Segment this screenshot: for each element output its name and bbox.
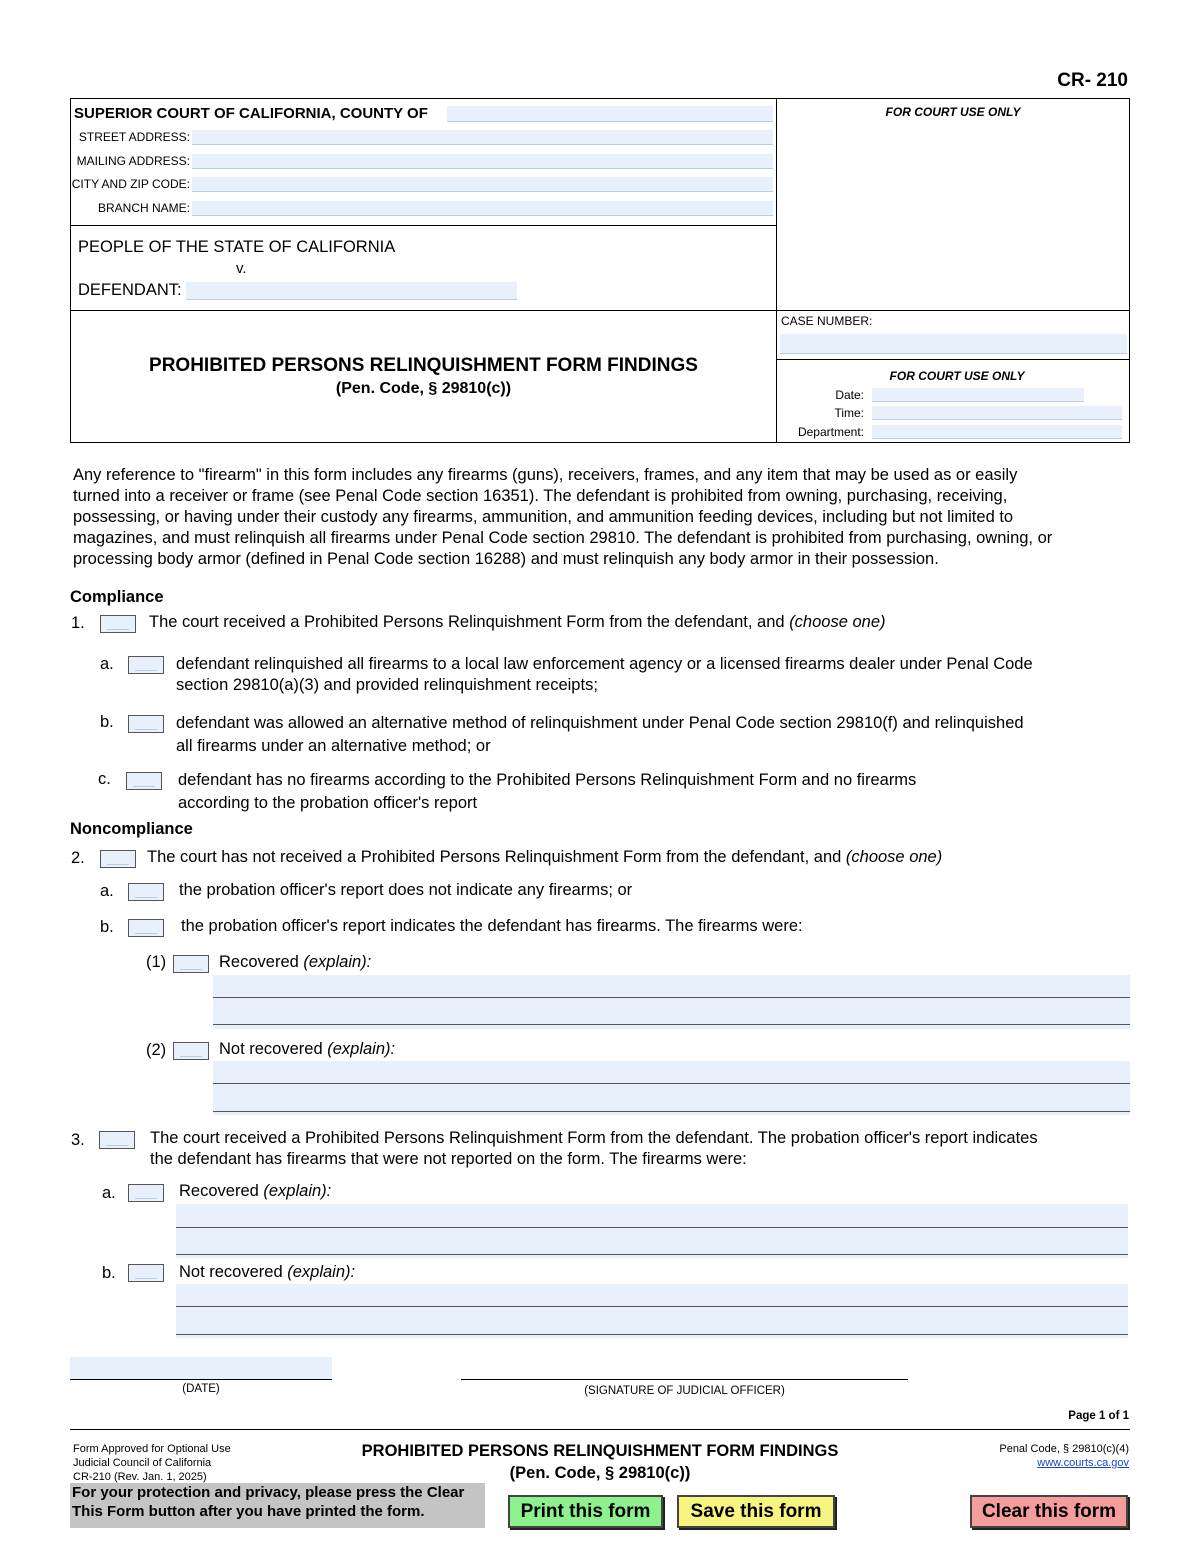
item3b-label: Not recovered	[179, 1263, 283, 1281]
item1c-letter: c.	[98, 770, 111, 788]
item1c-text	[178, 769, 916, 815]
explain-rule	[176, 1227, 1128, 1228]
intro-line: possessing, or having under their custody any firearms, ammunition, and ammunition feeding devices, including but not limited to	[73, 508, 1014, 526]
item2-text	[147, 847, 942, 868]
date-label: Date:	[835, 388, 864, 402]
privacy-line: For your protection and privacy, please press the Clear	[72, 1484, 465, 1501]
approval-line: CR-210 (Rev. Jan. 1, 2025)	[73, 1471, 207, 1483]
item2b2-text	[219, 1039, 395, 1060]
intro-line: magazines, and must relinquish all firearms under Penal Code section 29810. The defendant is prohibited from purchasing, owning, or	[73, 529, 1053, 547]
intro-line: Any reference to "firearm" in this form includes any firearms (guns), receivers, frames, and any item that may be used as or easily	[73, 466, 1018, 484]
signature-date-field[interactable]	[70, 1357, 332, 1379]
recovered-explain-field[interactable]	[213, 975, 1130, 1029]
explain-rule	[213, 1111, 1130, 1112]
item1c-line: according to the probation officer's report	[178, 794, 478, 812]
branch-field[interactable]	[192, 201, 773, 216]
item2b-letter: b.	[100, 918, 114, 936]
intro-line: turned into a receiver or frame (see Penal Code section 16351). The defendant is prohibited from owning, purchasing, receiving,	[73, 487, 1008, 505]
item2-choose: (choose one)	[845, 848, 943, 866]
item1b-line: defendant was allowed an alternative method of relinquishment under Penal Code section 29810(f) and relinquished	[176, 714, 1024, 732]
branch-label: BRANCH NAME:	[97, 201, 190, 215]
item3a-label: Recovered	[179, 1182, 259, 1200]
item1c-checkbox[interactable]	[126, 772, 162, 790]
item2b-text: the probation officer's report indicates the defendant has firearms. The firearms were:	[181, 917, 803, 935]
approval-line: Form Approved for Optional Use	[73, 1443, 231, 1455]
save-button[interactable]: Save this form	[677, 1495, 835, 1528]
hearing-date-field[interactable]	[872, 388, 1084, 402]
unreported-not-recovered-field[interactable]	[176, 1284, 1128, 1338]
item2b1-checkbox[interactable]	[173, 955, 209, 973]
clear-button[interactable]: Clear this form	[970, 1495, 1128, 1528]
explain-rule	[176, 1254, 1128, 1255]
court-use-label-2: FOR COURT USE ONLY	[889, 369, 1025, 383]
court-use-label: FOR COURT USE ONLY	[885, 105, 1021, 119]
explain-rule	[213, 1024, 1130, 1025]
privacy-notice	[70, 1483, 485, 1528]
approval-line: Judicial Council of California	[73, 1457, 212, 1469]
item2b1-label: Recovered	[219, 953, 299, 971]
department-field[interactable]	[872, 425, 1122, 439]
court-title: SUPERIOR COURT OF CALIFORNIA, COUNTY OF	[74, 105, 428, 122]
item3a-checkbox[interactable]	[128, 1184, 164, 1202]
time-label: Time:	[834, 406, 864, 420]
compliance-heading: Compliance	[70, 588, 164, 606]
noncompliance-heading: Noncompliance	[70, 820, 193, 838]
form-subtitle: (Pen. Code, § 29810(c))	[335, 380, 512, 397]
item1a-letter: a.	[100, 655, 114, 673]
case-number-label: CASE NUMBER:	[781, 314, 873, 328]
county-field[interactable]	[447, 106, 773, 122]
defendant-label: DEFENDANT:	[78, 281, 182, 299]
hearing-time-field[interactable]	[872, 406, 1122, 420]
code-reference: Penal Code, § 29810(c)(4)	[999, 1443, 1129, 1455]
street-label: STREET ADDRESS:	[78, 130, 190, 144]
item3b-text	[179, 1262, 355, 1283]
item2a-letter: a.	[100, 882, 114, 900]
caption-rule-1	[70, 225, 777, 226]
item2-number: 2.	[71, 849, 85, 867]
courts-website-link[interactable]: www.courts.ca.gov	[1037, 1457, 1129, 1469]
caption-rule-2	[70, 310, 1130, 311]
mailing-field[interactable]	[192, 154, 773, 169]
item1b-checkbox[interactable]	[128, 715, 164, 733]
date-caption: (DATE)	[182, 1383, 220, 1395]
print-button[interactable]: Print this form	[508, 1495, 663, 1528]
item2b2-number: (2)	[146, 1041, 167, 1059]
city-label: CITY AND ZIP CODE:	[71, 177, 190, 191]
item3-text	[150, 1128, 1038, 1170]
item2b1-text	[219, 952, 371, 973]
item1-choose: (choose one)	[789, 613, 886, 631]
caption-rule-3	[776, 359, 1130, 360]
intro-paragraph	[73, 465, 1133, 570]
item3-line: The court received a Prohibited Persons Relinquishment Form from the defendant. The probation officer's report indicates	[150, 1129, 1038, 1147]
item1-label: The court received a Prohibited Persons Relinquishment Form from the defendant, and	[149, 613, 785, 631]
item1a-line: section 29810(a)(3) and provided relinquishment receipts;	[176, 676, 598, 694]
footer-rule	[70, 1429, 1130, 1430]
item2b2-explain: (explain):	[327, 1040, 396, 1058]
item3b-letter: b.	[102, 1264, 116, 1282]
approval-block	[73, 1442, 231, 1484]
item2-checkbox[interactable]	[100, 850, 136, 868]
item1b-letter: b.	[100, 713, 114, 731]
versus-label: v.	[236, 260, 247, 277]
item1a-text	[176, 654, 1033, 696]
defendant-field[interactable]	[186, 282, 517, 300]
footer-title: PROHIBITED PERSONS RELINQUISHMENT FORM FINDINGS	[361, 1442, 839, 1460]
item3-number: 3.	[71, 1131, 85, 1149]
form-title: PROHIBITED PERSONS RELINQUISHMENT FORM FINDINGS	[149, 355, 698, 376]
item2-label: The court has not received a Prohibited Persons Relinquishment Form from the defendant, and	[147, 848, 842, 866]
item2b2-checkbox[interactable]	[173, 1042, 209, 1060]
item2b1-explain: (explain):	[303, 953, 372, 971]
date-underline	[70, 1379, 332, 1380]
item3a-letter: a.	[102, 1184, 116, 1202]
item1c-line: defendant has no firearms according to the Prohibited Persons Relinquishment Form and no firearms	[178, 771, 917, 789]
people-label: PEOPLE OF THE STATE OF CALIFORNIA	[78, 238, 396, 256]
item3b-explain: (explain):	[287, 1263, 356, 1281]
signature-line[interactable]	[461, 1379, 908, 1380]
item1b-line: all firearms under an alternative method; or	[176, 737, 491, 755]
item1a-checkbox[interactable]	[128, 656, 164, 674]
item2a-checkbox[interactable]	[128, 883, 164, 901]
department-label: Department:	[797, 425, 864, 439]
item3-checkbox[interactable]	[99, 1131, 135, 1149]
item3a-explain: (explain):	[263, 1182, 332, 1200]
explain-rule	[176, 1334, 1128, 1335]
item3b-checkbox[interactable]	[128, 1264, 164, 1282]
privacy-line: This Form button after you have printed the form.	[72, 1503, 425, 1520]
item3a-text	[179, 1181, 331, 1202]
intro-line: processing body armor (defined in Penal Code section 16288) and must relinquish any body armor in their possession.	[73, 550, 939, 568]
street-field[interactable]	[192, 130, 773, 145]
mailing-label: MAILING ADDRESS:	[76, 154, 190, 168]
item2b1-number: (1)	[146, 953, 167, 971]
not-recovered-explain-field[interactable]	[213, 1061, 1130, 1115]
item3-line: the defendant has firearms that were not reported on the form. The firearms were:	[150, 1150, 747, 1168]
signature-caption: (SIGNATURE OF JUDICIAL OFFICER)	[584, 1385, 785, 1397]
explain-rule	[213, 1083, 1130, 1084]
item2b-checkbox[interactable]	[128, 919, 164, 937]
case-number-field[interactable]	[780, 334, 1127, 354]
item1-number: 1.	[71, 614, 85, 632]
unreported-recovered-field[interactable]	[176, 1204, 1128, 1258]
item1a-line: defendant relinquished all firearms to a local law enforcement agency or a licensed firearms dealer under Penal Code	[176, 655, 1033, 673]
item2a-text: the probation officer's report does not indicate any firearms; or	[179, 881, 633, 899]
item1b-text	[176, 712, 1024, 758]
explain-rule	[176, 1306, 1128, 1307]
city-field[interactable]	[192, 177, 773, 192]
item2b2-label: Not recovered	[219, 1040, 323, 1058]
item1-text	[149, 612, 886, 633]
footer-refs	[999, 1442, 1129, 1470]
page-number: Page 1 of 1	[1068, 1410, 1129, 1422]
explain-rule	[213, 997, 1130, 998]
footer-subtitle: (Pen. Code, § 29810(c))	[509, 1464, 691, 1482]
form-id: CR- 210	[1057, 70, 1128, 91]
item1-checkbox[interactable]	[100, 615, 136, 633]
